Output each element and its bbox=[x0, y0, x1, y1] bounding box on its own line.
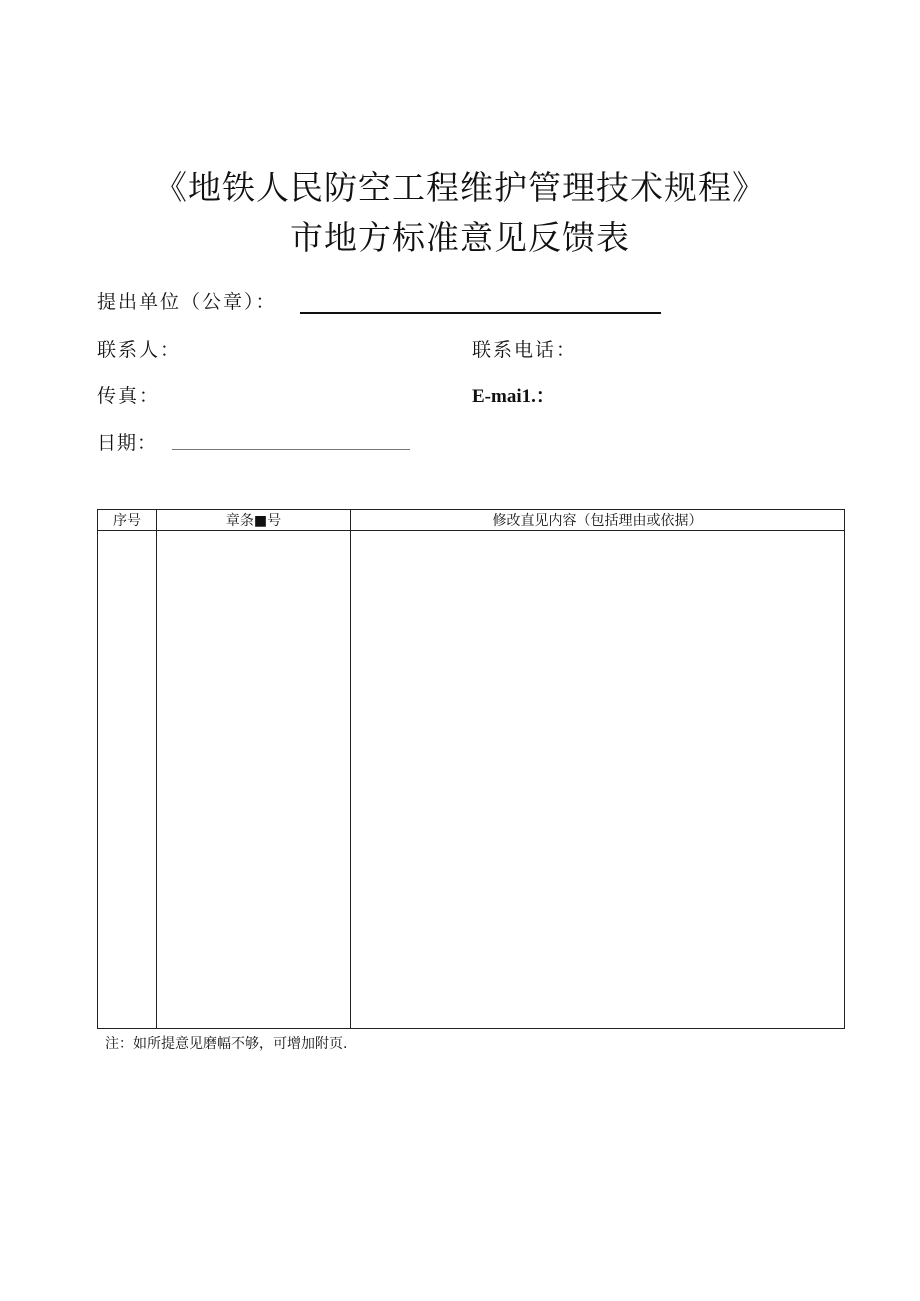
header-revision-content: 修改直见内容（包括理由或依据） bbox=[351, 510, 845, 531]
email-label: E-mai1.： bbox=[472, 386, 555, 407]
table-row bbox=[98, 531, 845, 1029]
contact-phone-label: 联系电话： bbox=[472, 339, 578, 361]
unit-label: 提出单位（公章）： bbox=[97, 291, 277, 313]
header-clause-number: 章条■号 bbox=[157, 510, 351, 531]
date-label: 日期： bbox=[97, 432, 158, 454]
serial-number-cell[interactable] bbox=[98, 531, 157, 1029]
contact-person-label: 联系人： bbox=[97, 339, 182, 361]
date-input-line[interactable] bbox=[172, 436, 410, 450]
footnote: 注：如所提意见磨幅不够，可增加附页. bbox=[105, 1036, 348, 1052]
feedback-table bbox=[97, 509, 845, 1029]
fax-label: 传真： bbox=[97, 385, 161, 407]
document-title-line-2: 市地方标准意见反馈表 bbox=[290, 218, 630, 257]
clause-number-cell[interactable] bbox=[157, 531, 351, 1029]
unit-input-line[interactable] bbox=[300, 297, 661, 314]
document-title-line-1: 《地铁人民防空工程维护管理技术规程》 bbox=[154, 168, 766, 207]
table-header-row bbox=[98, 510, 845, 531]
revision-content-cell[interactable] bbox=[351, 531, 845, 1029]
header-serial-number: 序号 bbox=[98, 510, 157, 531]
